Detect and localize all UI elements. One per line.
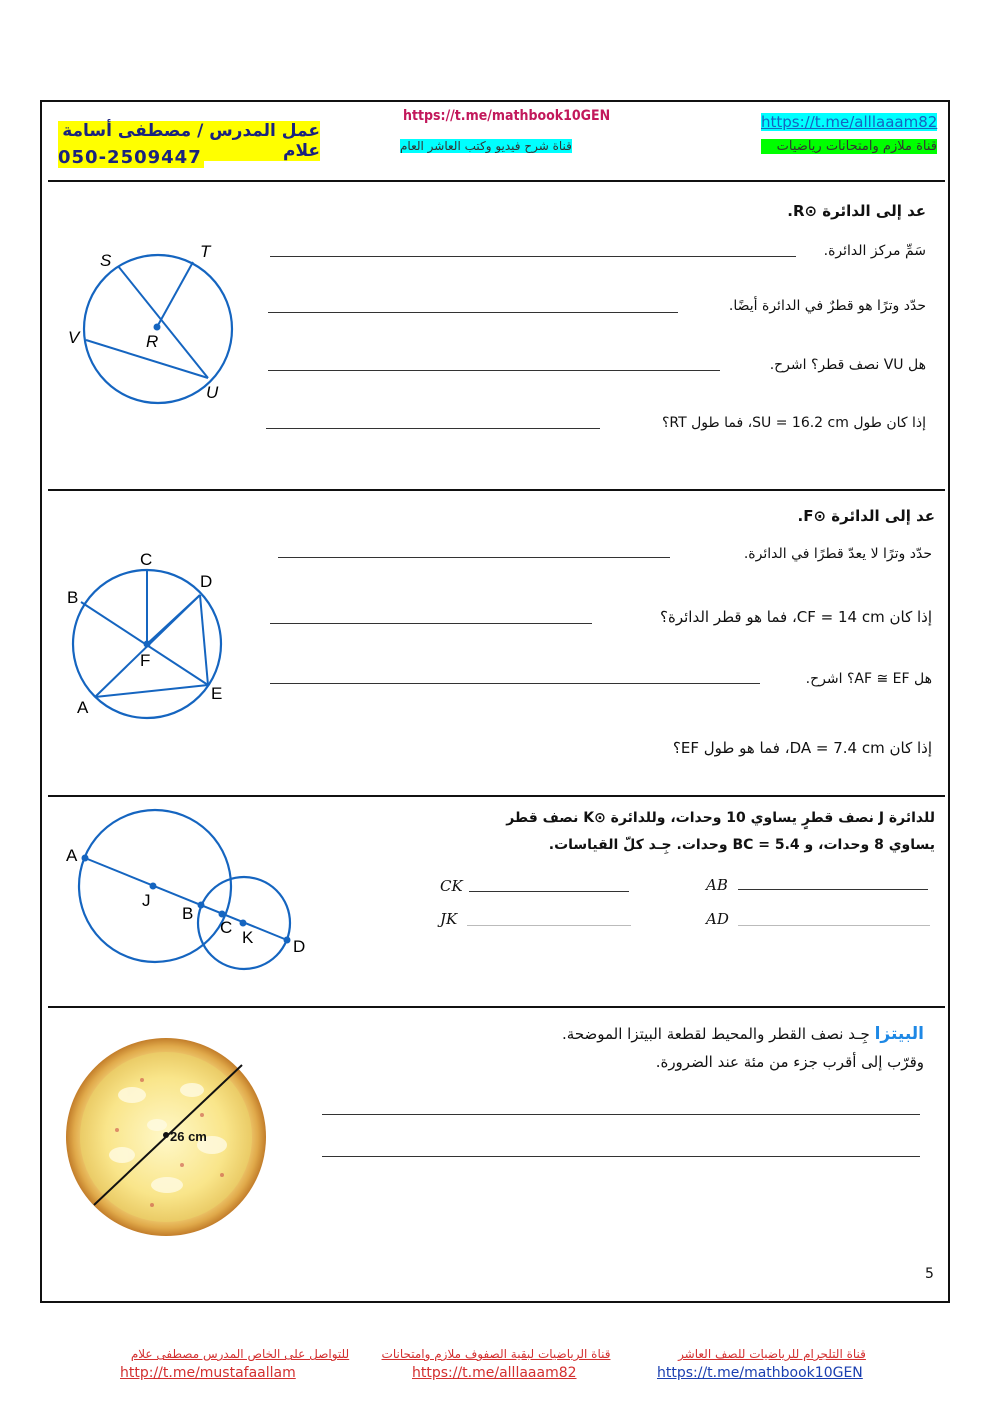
label-e: E: [211, 684, 223, 703]
divider: [48, 180, 945, 182]
label-k: K: [242, 928, 254, 947]
answer-ab[interactable]: [738, 889, 928, 890]
divider: [48, 489, 945, 491]
divider: [48, 795, 945, 797]
s1-q1: سَمِّ مركز الدائرة.: [823, 243, 926, 259]
s2-q4: إذا كان DA = 7.4 cm، فما هو طول EF؟: [672, 739, 932, 757]
segment-ad: [85, 858, 287, 940]
footer-col3-text: قناة التلجرام للرياضيات للصف العاشر: [678, 1347, 866, 1361]
s2-answer-1[interactable]: [278, 557, 670, 558]
diameter-label: 26 cm: [170, 1129, 207, 1144]
diameter-su: [118, 266, 208, 378]
footer-col2-link[interactable]: https://t.me/alllaaam82: [412, 1365, 577, 1381]
measure-jk: JK: [440, 910, 458, 928]
center-point-r: [154, 324, 161, 331]
center-point-f: [144, 641, 151, 648]
point-c: [219, 911, 226, 918]
label-c: C: [140, 550, 153, 569]
s1-q3: هل VU نصف قطر؟ اشرح.: [769, 357, 926, 373]
s4-line2: وقرّب إلى أقرب جزء من مئة عند الضرورة.: [655, 1053, 924, 1071]
center-link[interactable]: https://t.me/mathbook10GEN: [403, 108, 611, 124]
s3-line2: يساوي 8 وحدات، و BC = 5.4 وحدات. جِـد كلّ القياسات.: [548, 837, 935, 853]
label-j: J: [142, 891, 151, 910]
section2-title: عد إلى الدائرة ⊙F.: [797, 507, 935, 525]
point-b: [198, 902, 205, 909]
footer-col1-link[interactable]: http://t.me/mustafaallam: [120, 1365, 296, 1381]
label-r: R: [146, 332, 159, 351]
circle-f-figure: [55, 545, 255, 720]
radius-rt: [157, 262, 193, 327]
point-a: [82, 855, 89, 862]
label-f: F: [140, 651, 151, 670]
page-number: 5: [925, 1266, 934, 1282]
answer-ck[interactable]: [469, 891, 629, 892]
footer-col1-text: للتواصل على الخاص المدرس مصطفى علام: [130, 1347, 350, 1361]
divider: [48, 1006, 945, 1008]
s4-answer-2[interactable]: [322, 1156, 920, 1157]
circle-r-figure: [60, 235, 250, 410]
label-u: U: [206, 383, 219, 402]
answer-jk[interactable]: [467, 925, 631, 926]
measure-ck: CK: [440, 877, 463, 895]
s1-q2: حدّد وترًا هو قطرٌ في الدائرة أيضًا.: [728, 298, 926, 314]
teacher-name: عمل المدرس / مصطفى أسامة علام: [58, 121, 320, 161]
section1-title: عد إلى الدائرة ⊙R.: [787, 202, 926, 220]
s1-answer-1[interactable]: [270, 256, 796, 257]
pizza-keyword: البيتزا: [874, 1024, 924, 1044]
label-v: V: [68, 328, 80, 347]
label-s: S: [100, 251, 112, 270]
label-a: A: [77, 698, 89, 717]
s1-q4: إذا كان طول SU = 16.2 cm، فما طول RT؟: [661, 415, 926, 431]
s1-answer-4[interactable]: [266, 428, 600, 429]
footer-col2-text: قناة الرياضيات لبقية الصفوف ملازم وامتحانات: [381, 1347, 611, 1361]
center-caption: قناة شرح فيديو وكتب العاشر العام: [400, 139, 572, 153]
s1-answer-3[interactable]: [268, 370, 720, 371]
measure-ab: AB: [706, 876, 728, 894]
label-t: T: [200, 242, 211, 261]
s4-line1: [562, 1024, 924, 1044]
label-c: C: [220, 918, 233, 937]
teacher-phone: 050-2509447: [58, 147, 204, 168]
point-k: [240, 920, 247, 927]
pizza-center: [163, 1132, 169, 1138]
measure-ad: AD: [706, 910, 729, 928]
s2-q2: إذا كان CF = 14 cm، فما هو قطر الدائرة؟: [660, 608, 932, 626]
s1-answer-2[interactable]: [268, 312, 678, 313]
pizza-figure: [62, 1035, 272, 1240]
label-d: D: [200, 572, 213, 591]
label-b: B: [67, 588, 79, 607]
label-d: D: [293, 937, 306, 956]
point-d: [284, 937, 291, 944]
s2-q3: هل AF ≅ EF؟ اشرح.: [805, 671, 932, 687]
s2-answer-3[interactable]: [270, 683, 760, 684]
label-b: B: [182, 904, 194, 923]
right-link[interactable]: https://t.me/alllaaam82: [761, 113, 938, 131]
point-j: [150, 883, 157, 890]
label-a: A: [66, 846, 78, 865]
s4-answer-1[interactable]: [322, 1114, 920, 1115]
s3-line1: للدائرة J نصف قطرٍ يساوي 10 وحدات، وللدائرة ⊙K نصف قطر: [506, 810, 935, 826]
chord-ae: [95, 685, 208, 697]
footer-col3-link[interactable]: https://t.me/mathbook10GEN: [657, 1365, 863, 1381]
answer-ad[interactable]: [738, 925, 930, 926]
s2-answer-2[interactable]: [270, 623, 592, 624]
pizza-instruction: جِـد نصف القطر والمحيط لقطعة البيتزا الموضحة.: [562, 1025, 870, 1043]
chord-de: [200, 595, 208, 685]
right-caption: قناة ملازم وامتحانات رياضيات: [761, 139, 937, 154]
circles-jk-figure: [60, 805, 320, 975]
s2-q1: حدّد وترًا لا يعدّ قطرًا في الدائرة.: [743, 546, 932, 562]
